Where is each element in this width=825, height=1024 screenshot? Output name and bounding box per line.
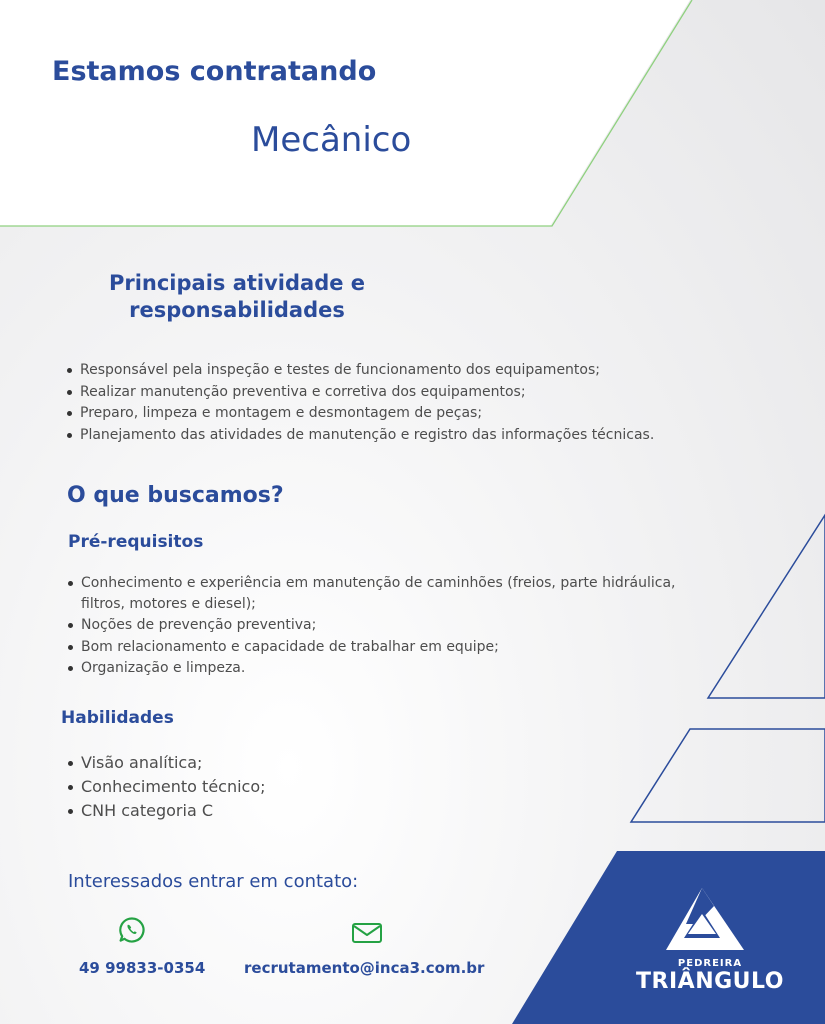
skills-list <box>65 751 266 823</box>
responsibilities-list <box>64 360 654 446</box>
brand-name-large: TRIÂNGULO <box>636 969 784 994</box>
responsibilities-heading: Principais atividade e responsabilidades <box>108 271 366 322</box>
header-panel <box>0 0 690 226</box>
skills-heading: Habilidades <box>61 708 174 728</box>
brand-name-small: PEDREIRA <box>677 958 743 969</box>
list-item: Responsável pela inspeção e testes de funcionamento dos equipamentos; <box>64 360 654 382</box>
decor-triangle-outline <box>708 515 825 698</box>
list-item: Preparo, limpeza e montagem e desmontagem de peças; <box>64 403 654 425</box>
list-item: Conhecimento e experiência em manutenção de caminhões (freios, parte hidráulica, filtros, motores e diesel); <box>65 573 705 615</box>
decor-trapezoid-outline <box>631 729 825 822</box>
page-title: Estamos contratando <box>52 56 377 87</box>
list-item: Planejamento das atividades de manutenção e registro das informações técnicas. <box>64 425 654 447</box>
list-item: CNH categoria C <box>65 799 266 823</box>
list-item: Bom relacionamento e capacidade de trabalhar em equipe; <box>65 637 705 658</box>
whatsapp-icon <box>118 916 146 944</box>
prerequisites-heading: Pré-requisitos <box>68 532 204 552</box>
seeking-heading: O que buscamos? <box>67 483 284 508</box>
email-link[interactable]: recrutamento@inca3.com.br <box>244 959 485 977</box>
mail-icon <box>351 921 383 945</box>
contact-heading: Interessados entrar em contato: <box>68 871 359 892</box>
list-item: Visão analítica; <box>65 751 266 775</box>
triangle-logo-icon <box>662 884 748 952</box>
list-item: Noções de prevenção preventiva; <box>65 615 705 636</box>
prerequisites-list <box>65 573 705 679</box>
list-item: Organização e limpeza. <box>65 658 705 679</box>
phone-link[interactable]: 49 99833-0354 <box>79 959 206 977</box>
list-item: Realizar manutenção preventiva e corretiva dos equipamentos; <box>64 382 654 404</box>
list-item: Conhecimento técnico; <box>65 775 266 799</box>
job-role: Mecânico <box>251 120 412 160</box>
